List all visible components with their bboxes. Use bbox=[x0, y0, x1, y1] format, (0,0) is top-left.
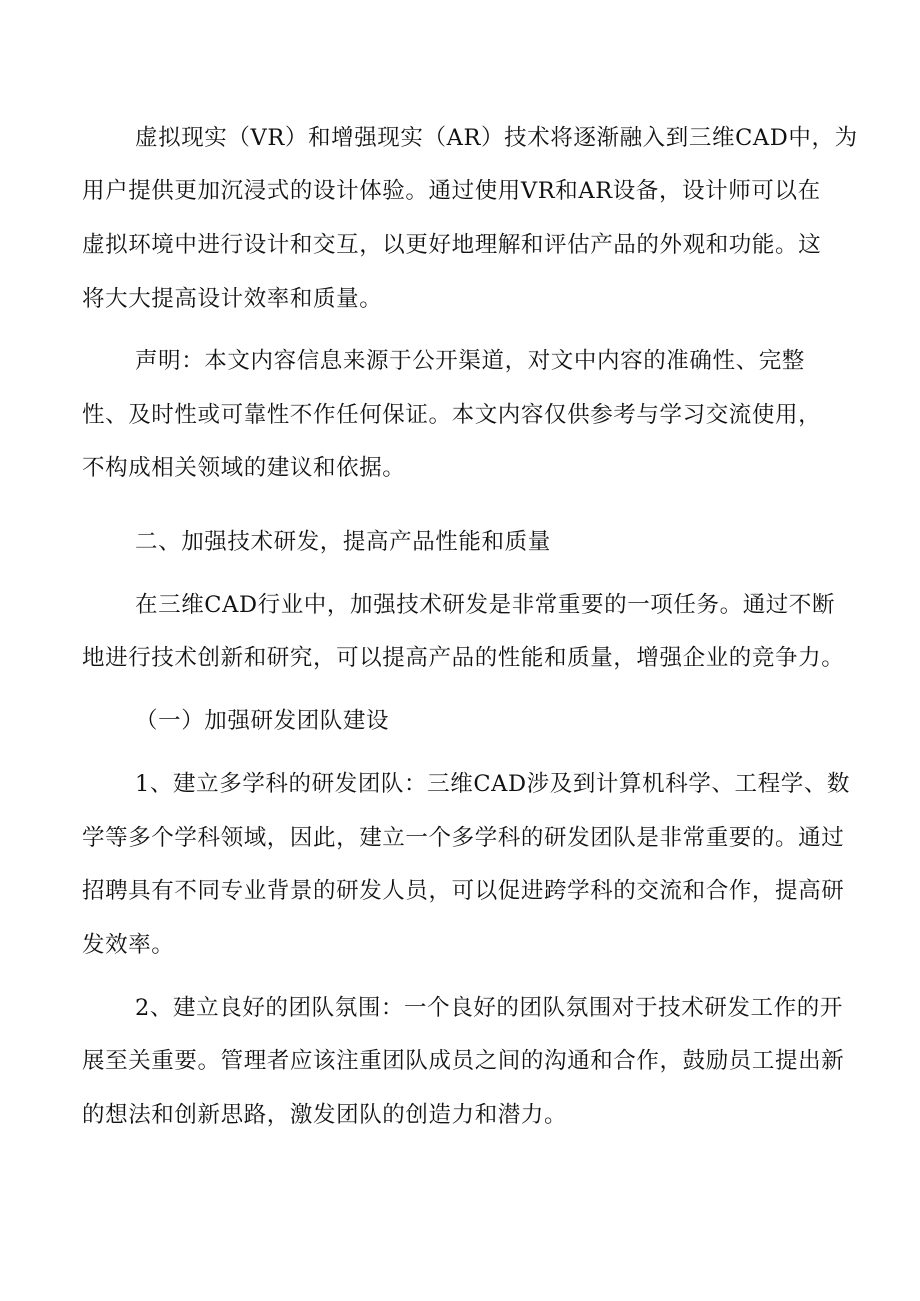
text-line: 虚拟现实（VR）和增强现实（AR）技术将逐渐融入到三维CAD中，为 bbox=[135, 125, 858, 151]
text-line: 不构成相关领域的建议和依据。 bbox=[82, 455, 406, 481]
text-line: 展至关重要。管理者应该注重团队成员之间的沟通和合作，鼓励员工提出新 bbox=[82, 1048, 845, 1074]
text-line: 学等多个学科领域，因此，建立一个多学科的研发团队是非常重要的。通过 bbox=[82, 825, 845, 851]
text-line: 虚拟环境中进行设计和交互，以更好地理解和评估产品的外观和功能。这 bbox=[82, 232, 822, 258]
text-line: 发效率。 bbox=[82, 932, 175, 958]
text-line: 用户提供更加沉浸式的设计体验。通过使用VR和AR设备，设计师可以在 bbox=[82, 178, 821, 204]
text-line: 1、建立多学科的研发团队：三维CAD涉及到计算机科学、工程学、数 bbox=[135, 771, 851, 797]
text-line: 在三维CAD行业中，加强技术研发是非常重要的一项任务。通过不断 bbox=[135, 592, 836, 618]
text-line: 的想法和创新思路，激发团队的创造力和潜力。 bbox=[82, 1102, 568, 1128]
section-heading-text: 二、加强技术研发，提高产品性能和质量 bbox=[135, 529, 551, 555]
text-line: 地进行技术创新和研究，可以提高产品的性能和质量，增强企业的竞争力。 bbox=[82, 645, 845, 671]
subsection-heading-text: （一）加强研发团队建设 bbox=[135, 708, 390, 734]
text-line: 性、及时性或可靠性不作任何保证。本文内容仅供参考与学习交流使用， bbox=[82, 402, 822, 428]
text-line: 2、建立良好的团队氛围：一个良好的团队氛围对于技术研发工作的开 bbox=[135, 995, 843, 1021]
text-line: 声明：本文内容信息来源于公开渠道，对文中内容的准确性、完整 bbox=[135, 348, 805, 374]
text-line: 招聘具有不同专业背景的研发人员，可以促进跨学科的交流和合作，提高研 bbox=[82, 878, 845, 904]
text-line: 将大大提高设计效率和质量。 bbox=[82, 286, 383, 312]
